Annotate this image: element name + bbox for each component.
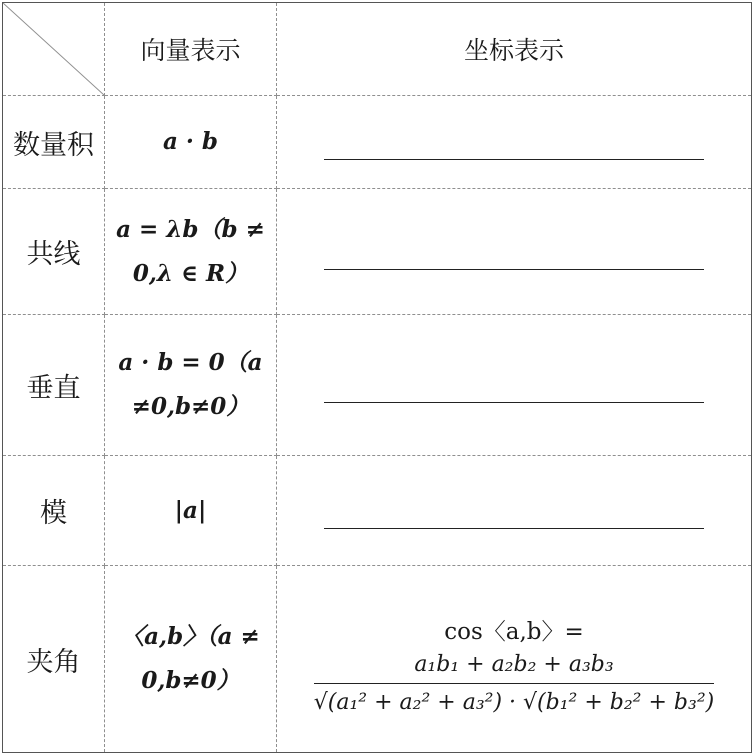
row-collinear [3,189,752,315]
coord-cell [277,456,752,566]
row-dot-product [3,96,752,189]
coord-cell [277,96,752,189]
row-magnitude [3,456,752,566]
vector-cell [105,189,277,315]
vector-cell [105,315,277,456]
vector-formula-table [2,2,752,753]
vector-cell: |a| [105,456,277,566]
row-label: 垂直 [3,315,105,456]
corner-diagonal-cell [3,3,105,96]
row-label: 数量积 [3,96,105,189]
fraction-numerator: a₁b₁ + a₂b₂ + a₃b₃ [314,652,714,684]
vector-cell: a · b [105,96,277,189]
row-angle [3,566,752,753]
header-vector: 向量表示 [105,3,277,96]
answer-blank [324,527,704,529]
answer-blank [324,268,704,270]
coord-cell [277,566,752,753]
coord-cell [277,189,752,315]
fraction-denominator: √(a₁² + a₂² + a₃²) · √(b₁² + b₂² + b₃²) [313,690,715,715]
vector-cell [105,566,277,753]
answer-blank [324,401,704,403]
vector-line-2: 0,b≠0） [141,667,240,694]
vector-line-2: 0,λ ∈ R） [132,259,249,287]
header-row [3,3,752,96]
coord-cell [277,315,752,456]
row-label: 夹角 [3,566,105,753]
row-perpendicular [3,315,752,456]
vector-line-2: ≠0,b≠0） [131,393,250,420]
diagonal-line [3,3,104,95]
answer-blank [324,158,704,160]
vector-line-1: a · b = 0（a [118,349,263,376]
row-label: 模 [3,456,105,566]
cos-fraction [314,652,714,715]
vector-line-1: a = λb（b ≠ [116,215,265,243]
vector-line-1: 〈a,b〉（a ≠ [121,623,260,650]
cos-formula-line: cos〈a,b〉= [444,619,584,645]
row-label: 共线 [3,189,105,315]
header-coord: 坐标表示 [277,3,752,96]
